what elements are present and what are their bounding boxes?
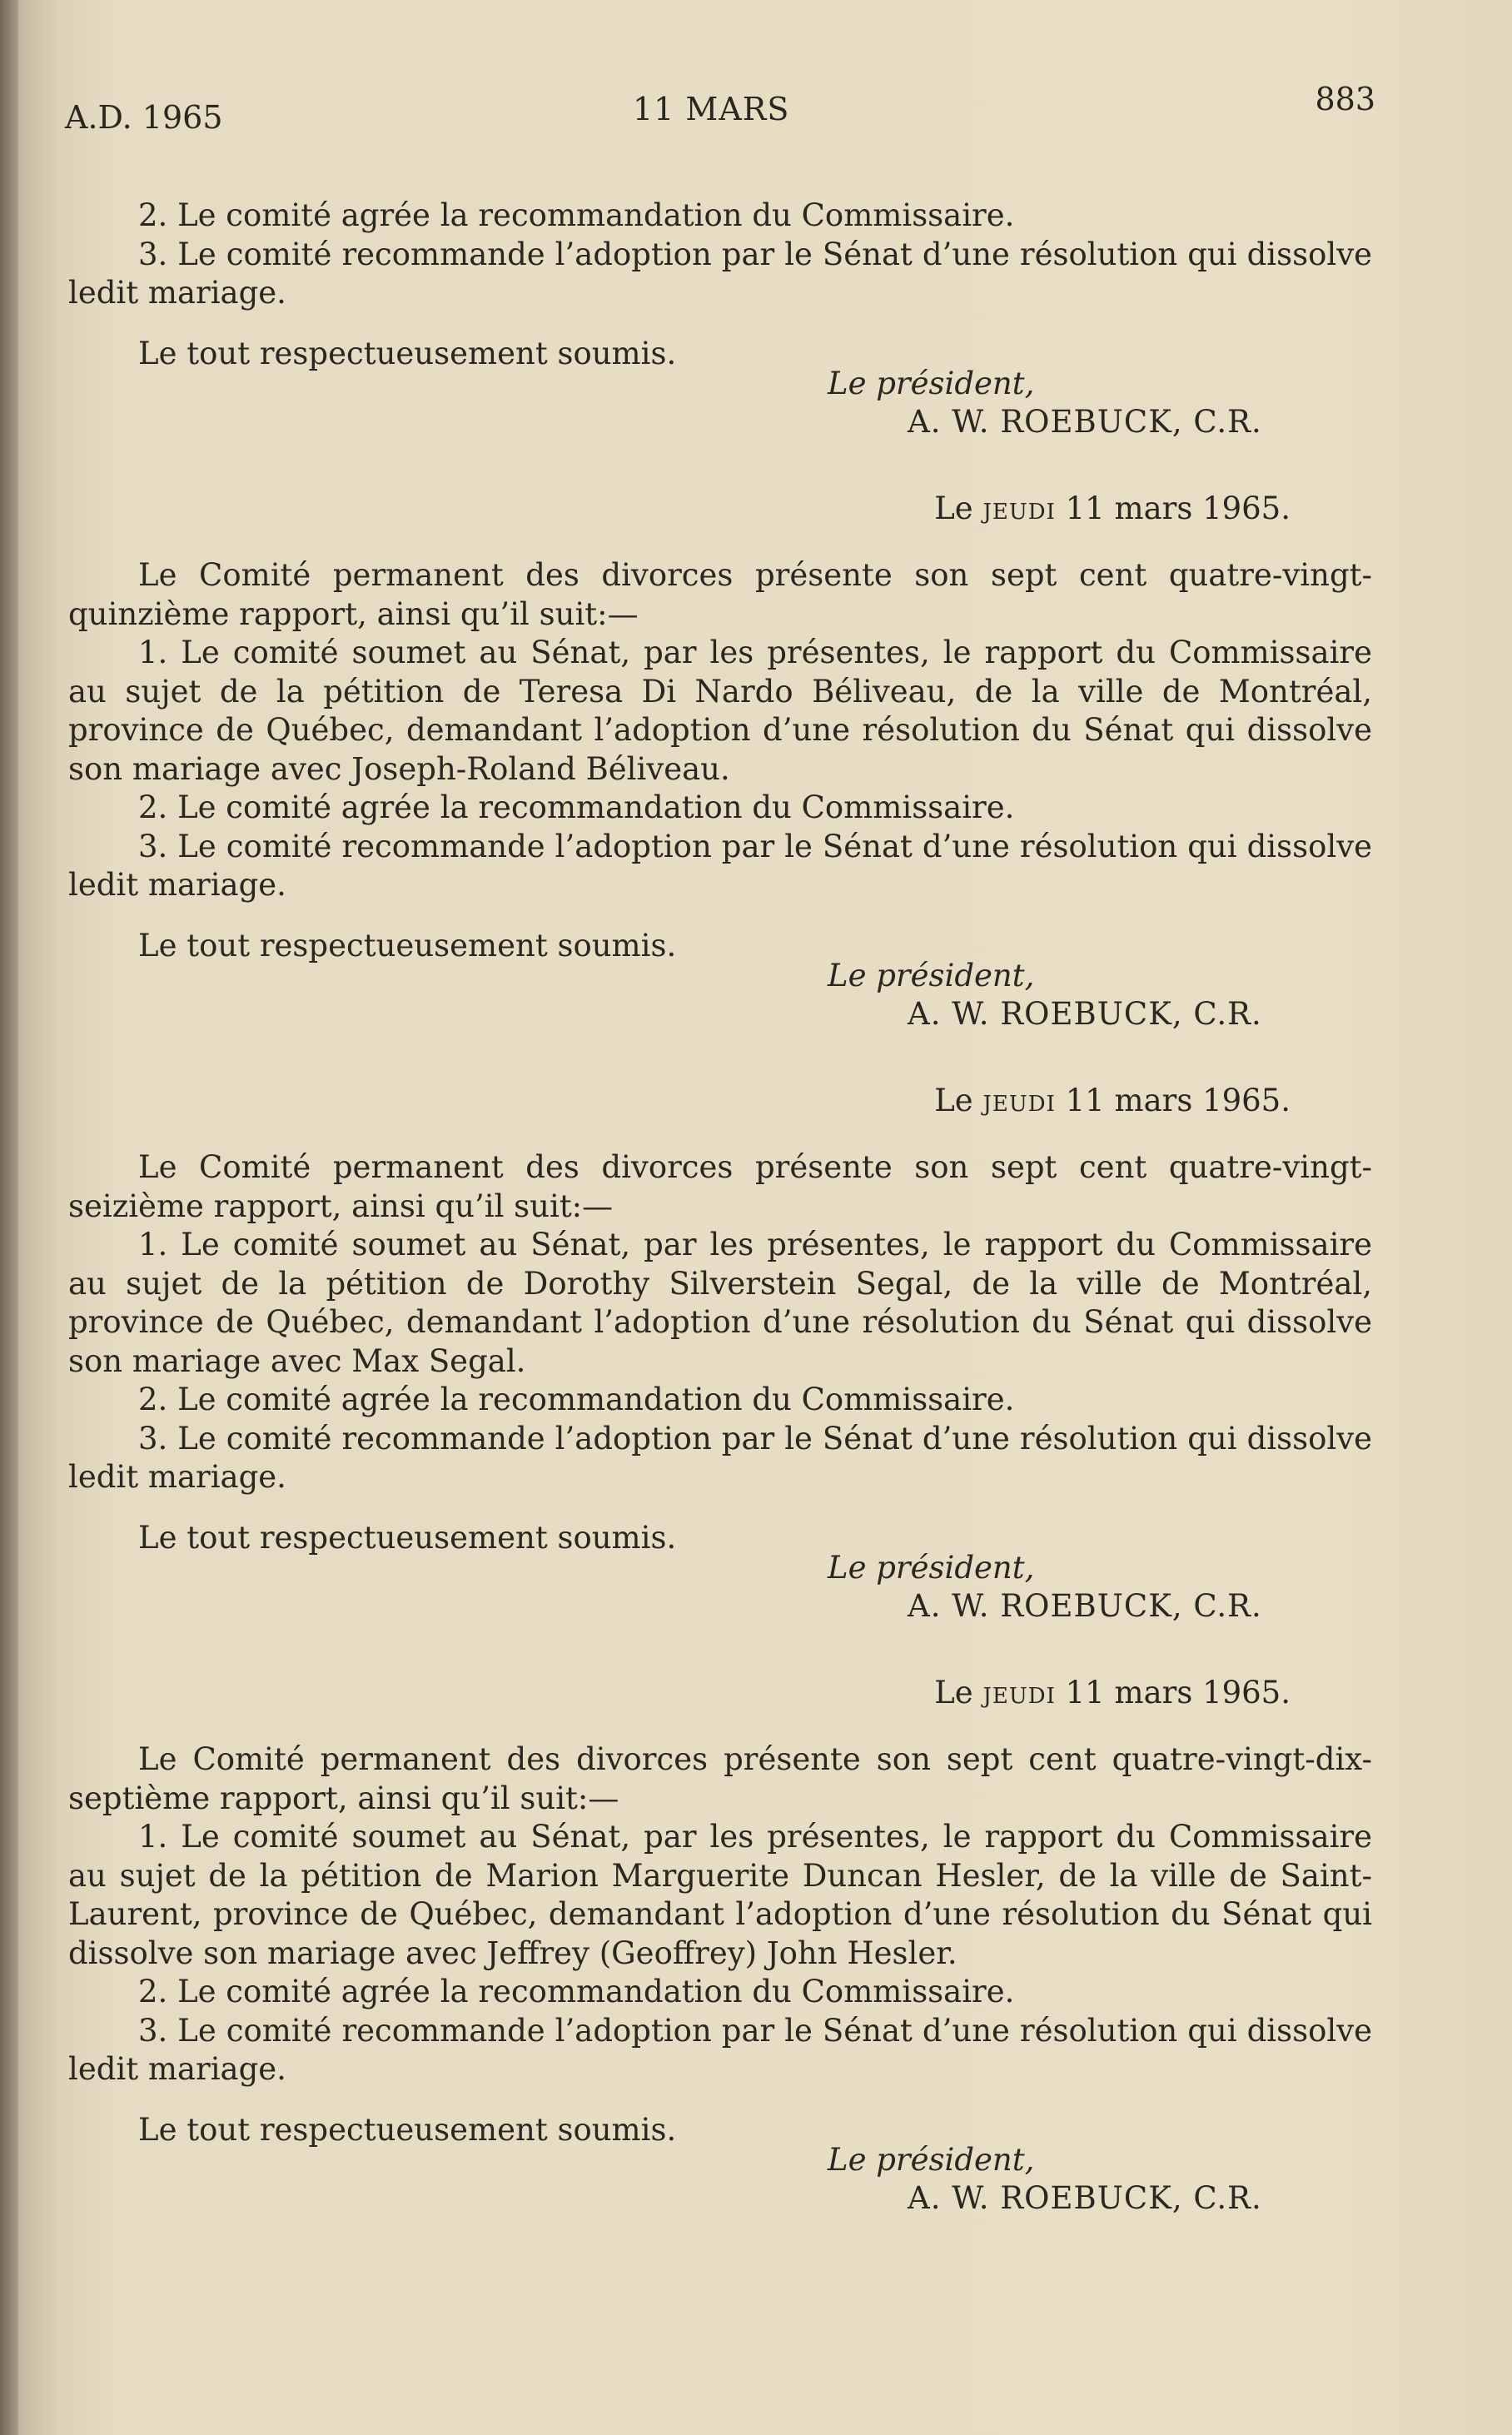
signature-name: A. W. ROEBUCK, C.R. [908, 404, 1262, 440]
report-date [68, 1082, 1291, 1123]
signature-block [68, 958, 1372, 1045]
signature-block [68, 2142, 1372, 2229]
report-item-2: 2. Le comité agrée la recommandation du Commissaire. [138, 1974, 1015, 2009]
report-item-2: 2. Le comité agrée la recommandation du Commissaire. [138, 789, 1015, 825]
report-fragment [68, 197, 1372, 453]
signature-title: Le président, [828, 1550, 1035, 1586]
report-date [68, 1674, 1291, 1715]
report-closing: Le tout respectueusement soumis. [138, 1519, 677, 1556]
report-closing: Le tout respectueusement soumis. [138, 335, 677, 371]
header-date: 11 MARS [633, 91, 790, 127]
report-intro: Le Comité permanent des divorces présente son sept cent quatre-vingt-seizième rapport, ainsi qu’il suit:— [68, 1149, 1372, 1224]
report-closing: Le tout respectueusement soumis. [138, 927, 677, 964]
date-prefix: Le [934, 1083, 973, 1118]
header-year: A.D. 1965 [65, 99, 223, 136]
signature-name: A. W. ROEBUCK, C.R. [908, 1588, 1262, 1624]
report-item-3: 3. Le comité recommande l’adoption par le Sénat d’une résolution qui dissolve ledit mariage. [68, 2012, 1372, 2087]
signature-title: Le président, [828, 2142, 1035, 2178]
date-prefix: Le [934, 490, 973, 526]
signature-name: A. W. ROEBUCK, C.R. [908, 996, 1262, 1032]
report-date [68, 490, 1291, 531]
report-item-1: 1. Le comité soumet au Sénat, par les présentes, le rapport du Commissaire au sujet de la pétition de Dorothy Silverstein Segal, de la ville de Montréal, province de Québec, demandant l’adoption d’une résolution du Sénat qui dissolve son mariage avec Max Segal. [68, 1227, 1372, 1379]
report-item-1: 1. Le comité soumet au Sénat, par les présentes, le rapport du Commissaire au sujet de la pétition de Teresa Di Nardo Béliveau, de la ville de Montréal, province de Québec, demandant l’adoption d’une résolution du Sénat qui dissolve son mariage avec Joseph-Roland Béliveau. [68, 635, 1372, 787]
page-header [65, 81, 1375, 137]
signature-name: A. W. ROEBUCK, C.R. [908, 2180, 1262, 2216]
report-item-3: 3. Le comité recommande l’adoption par le Sénat d’une résolution qui dissolve ledit mariage. [68, 236, 1372, 311]
report-797 [68, 1674, 1372, 2229]
signature-block [68, 1550, 1372, 1637]
report-795 [68, 490, 1372, 1045]
signature-block [68, 366, 1372, 453]
date-rest: 11 mars 1965. [1065, 490, 1291, 526]
page-body [68, 197, 1372, 2229]
page-number: 883 [1315, 81, 1375, 117]
report-item-3: 3. Le comité recommande l’adoption par le Sénat d’une résolution qui dissolve ledit mariage. [68, 1420, 1372, 1495]
date-day: jeudi [982, 1675, 1056, 1710]
report-intro: Le Comité permanent des divorces présente son sept cent quatre-vingt-dix-septième rapport, ainsi qu’il suit:— [68, 1741, 1372, 1816]
page-binding-edge [0, 0, 18, 2435]
report-intro: Le Comité permanent des divorces présente son sept cent quatre-vingt-quinzième rapport, ainsi qu’il suit:— [68, 557, 1372, 632]
report-item-2: 2. Le comité agrée la recommandation du Commissaire. [138, 1382, 1015, 1417]
report-item-1: 1. Le comité soumet au Sénat, par les présentes, le rapport du Commissaire au sujet de la pétition de Marion Marguerite Duncan Hesler, de la ville de Saint-Laurent, province de Québec, demandant l’adoption d’une résolution du Sénat qui dissolve son mariage avec Jeffrey (Geoffrey) John Hesler. [68, 1819, 1372, 1971]
date-rest: 11 mars 1965. [1065, 1083, 1291, 1118]
report-closing: Le tout respectueusement soumis. [138, 2111, 677, 2148]
report-item-2: 2. Le comité agrée la recommandation du Commissaire. [138, 197, 1015, 233]
report-796 [68, 1082, 1372, 1637]
date-prefix: Le [934, 1675, 973, 1710]
signature-title: Le président, [828, 958, 1035, 993]
date-rest: 11 mars 1965. [1065, 1675, 1291, 1710]
date-day: jeudi [982, 490, 1056, 526]
report-item-3: 3. Le comité recommande l’adoption par le Sénat d’une résolution qui dissolve ledit mariage. [68, 828, 1372, 903]
signature-title: Le président, [828, 366, 1035, 401]
date-day: jeudi [982, 1083, 1056, 1118]
